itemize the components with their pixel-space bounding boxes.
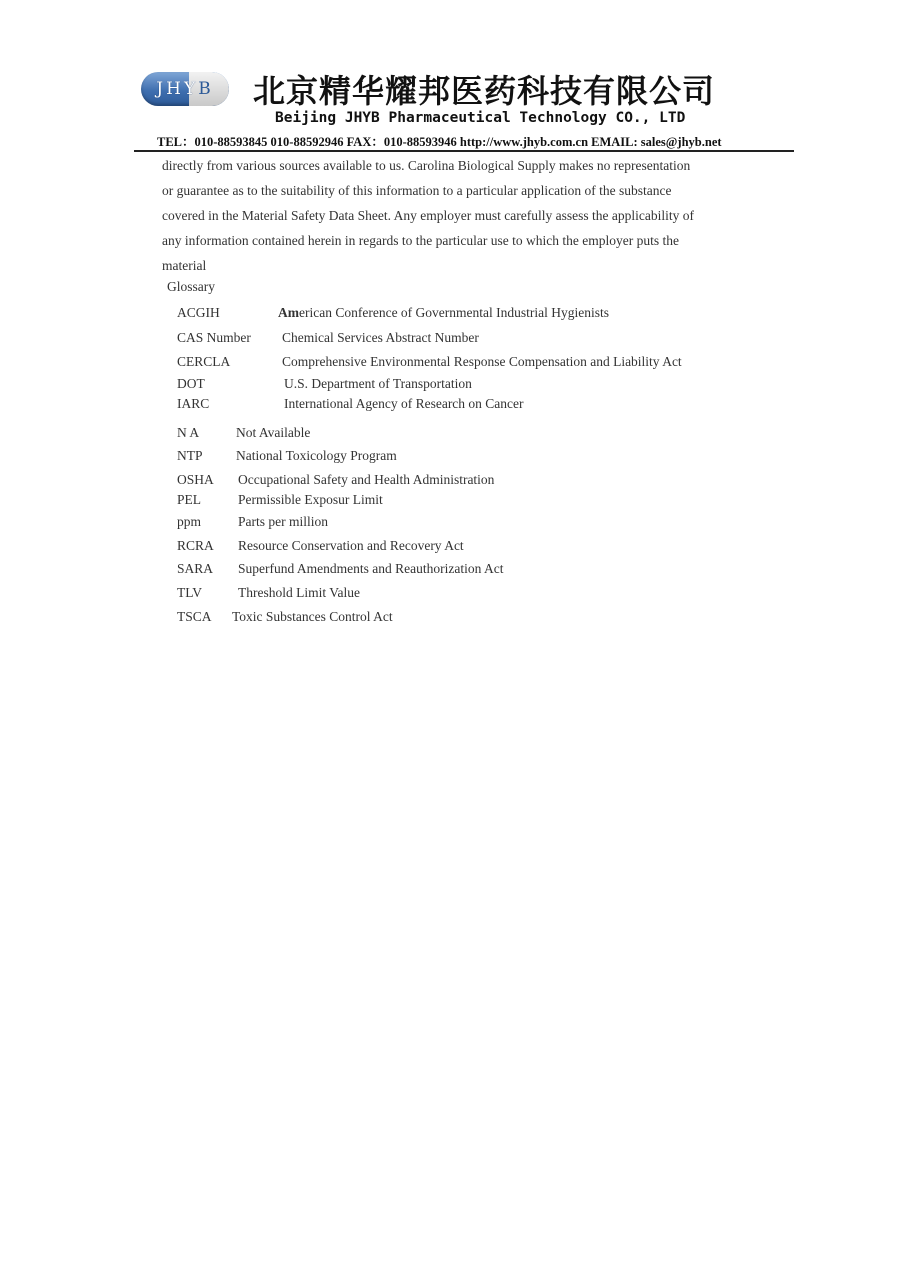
glossary-abbreviation: TSCA: [177, 609, 212, 624]
paragraph-line: covered in the Material Safety Data Sheet. Any employer must carefully assess the applicability of: [162, 208, 694, 223]
glossary-definition: U.S. Department of Transportation: [284, 376, 472, 391]
definition-text: erican Conference of Governmental Industrial Hygienists: [299, 305, 610, 320]
glossary-definition: National Toxicology Program: [236, 448, 397, 463]
paragraph-line: material: [162, 258, 207, 273]
glossary-abbreviation: N A: [177, 425, 200, 440]
paragraph-line: directly from various sources available to us. Carolina Biological Supply makes no representation: [162, 158, 691, 173]
company-name-chinese: 北京精华耀邦医药科技有限公司: [253, 72, 716, 110]
company-name-english: Beijing JHYB Pharmaceutical Technology CO., LTD: [275, 110, 686, 126]
glossary-abbreviation: SARA: [177, 561, 214, 576]
glossary-definition: Not Available: [236, 425, 311, 440]
contact-line: TEL：010-88593845 010-88592946 FAX：010-88593946 http://www.jhyb.com.cn EMAIL: sales@jhyb.net: [157, 135, 722, 149]
glossary-heading: Glossary: [167, 279, 215, 294]
logo-letter-y: Y: [183, 79, 199, 99]
glossary-abbreviation: CERCLA: [177, 354, 231, 369]
paragraph-line: any information contained herein in regards to the particular use to which the employer puts the: [162, 233, 679, 248]
glossary-definition: Occupational Safety and Health Administration: [238, 472, 495, 487]
glossary-definition: Permissible Exposur Limit: [238, 492, 383, 507]
glossary-abbreviation: IARC: [177, 396, 210, 411]
glossary-definition: Threshold Limit Value: [238, 585, 360, 600]
logo-letter-h: H: [166, 79, 184, 99]
logo-letter-b: B: [198, 79, 214, 99]
glossary-abbreviation: ACGIH: [177, 305, 220, 320]
letterhead: [0, 0, 902, 160]
paragraph-line: or guarantee as to the suitability of this information to a particular application of the substance: [162, 183, 672, 198]
definition-emphasis: Am: [278, 305, 299, 320]
glossary-definition: Resource Conservation and Recovery Act: [238, 538, 464, 553]
glossary-abbreviation: ppm: [177, 514, 202, 529]
glossary-definition: Toxic Substances Control Act: [232, 609, 393, 624]
glossary-definition: Chemical Services Abstract Number: [282, 330, 479, 345]
glossary-abbreviation: CAS Number: [177, 330, 251, 345]
glossary-abbreviation: RCRA: [177, 538, 214, 553]
glossary-abbreviation: DOT: [177, 376, 205, 391]
glossary-definition: [278, 305, 609, 321]
glossary-definition: International Agency of Research on Cancer: [284, 396, 524, 411]
logo-letters: [141, 72, 229, 106]
header-divider: [134, 150, 794, 152]
glossary-abbreviation: PEL: [177, 492, 202, 507]
logo-letter-j: J: [156, 79, 167, 99]
glossary-definition: Parts per million: [238, 514, 328, 529]
disclaimer-paragraph: [162, 153, 772, 278]
glossary-abbreviation: TLV: [177, 585, 203, 600]
glossary-definition: Comprehensive Environmental Response Compensation and Liability Act: [282, 354, 682, 369]
company-logo: [141, 72, 229, 106]
glossary-abbreviation: OSHA: [177, 472, 214, 487]
glossary-abbreviation: NTP: [177, 448, 203, 463]
glossary-definition: Superfund Amendments and Reauthorization Act: [238, 561, 504, 576]
